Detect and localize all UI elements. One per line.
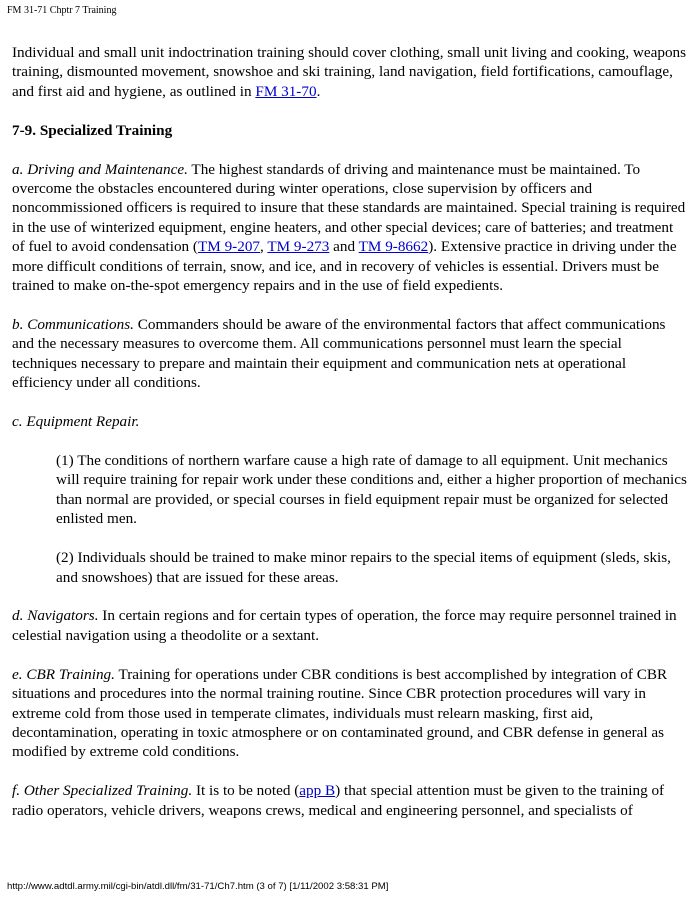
app-b-link[interactable]: app B [299, 782, 336, 800]
paragraph-a-text-2: ). Extensive practice in driving under the more difficult conditions of terrain, snow, and ice, and in recovery of vehicles is essential. Drivers must be trained to make on-the-spot emergency repairs and in the use of field expedients. [12, 238, 677, 295]
paragraph-b-label: b. Communications. [12, 315, 134, 333]
paragraph-c-2: (2) Individuals should be trained to make minor repairs to the special items of equipment (sleds, skis, and snowshoes) that are issued for these areas. [56, 549, 671, 586]
paragraph-e [12, 665, 688, 762]
paragraph-d [12, 606, 688, 645]
tm-9-207-link[interactable]: TM 9-207 [198, 238, 261, 256]
intro-end: . [316, 82, 321, 100]
paragraph-a [12, 160, 688, 296]
paragraph-b [12, 315, 688, 393]
section-heading: 7-9. Specialized Training [12, 121, 173, 139]
paragraph-a-text-1: The highest standards of driving and maintenance must be maintained. To overcome the obstacles encountered during winter operations, close supervision by officers and noncommissioned officers is required to insure that these standards are maintained. Special training is required in the use of winterized equipment, engine heaters, and other special devices; care of batteries; and treatment of fuel to avoid condensation ( [12, 160, 686, 256]
paragraph-f [12, 781, 688, 820]
document-body [12, 43, 688, 840]
paragraph-c-1: (1) The conditions of northern warfare cause a high rate of damage to all equipment. Unit mechanics will require training for repair work under these conditions and, either a higher proportion of mechanics than normal are provided, or special courses in field equipment repair must be organized for selected enlisted men. [56, 452, 687, 528]
paragraph-c [12, 412, 688, 431]
intro-text: Individual and small unit indoctrination training should cover clothing, small unit living and cooking, weapons training, dismounted movement, snowshoe and ski training, land navigation, field fortifications, camouflage, and first aid and hygiene, as outlined in [12, 44, 687, 100]
paragraph-a-label: a. Driving and Maintenance. [12, 160, 188, 178]
paragraph-a-sep-2: and [329, 238, 359, 256]
paragraph-e-label: e. CBR Training. [12, 665, 115, 683]
paragraph-d-label: d. Navigators. [12, 607, 99, 625]
fm-31-70-link[interactable]: FM 31-70 [255, 82, 317, 100]
tm-9-8662-link[interactable]: TM 9-8662 [358, 238, 429, 256]
tm-9-273-link[interactable]: TM 9-273 [267, 238, 330, 256]
intro-paragraph [12, 43, 688, 101]
paragraph-a-sep-1: , [260, 238, 268, 256]
page-header-title: FM 31-71 Chptr 7 Training [7, 5, 117, 16]
paragraph-f-text-2: ) that special attention must be given to the training of radio operators, vehicle drivers, weapons crews, medical and engineering personnel, and specialists of [12, 782, 665, 819]
paragraph-e-text: Training for operations under CBR conditions is best accomplished by integration of CBR situations and procedures into the normal training routine. Since CBR protection procedures will vary in extreme cold from those used in temperate climates, individuals must relearn masking, first aid, decontamination, operating in toxic atmosphere or on contaminated ground, and CBR defense in general as modified by extreme cold conditions. [12, 665, 668, 761]
page-footer-url: http://www.adtdl.army.mil/cgi-bin/atdl.dll/fm/31-71/Ch7.htm (3 of 7) [1/11/2002 3:58:31 PM] [7, 881, 389, 892]
paragraph-c-label: c. Equipment Repair. [12, 413, 140, 431]
paragraph-b-text: Commanders should be aware of the environmental factors that affect communications and the necessary measures to overcome them. All communications personnel must learn the special techniques necessary to prepare and maintain their equipment and communication nets at operational efficiency under all conditions. [12, 315, 666, 392]
paragraph-d-text: In certain regions and for certain types of operation, the force may require personnel trained in celestial navigation using a theodolite or a sextant. [12, 607, 677, 644]
paragraph-f-label: f. Other Specialized Training. [12, 782, 193, 800]
paragraph-f-text-1: It is to be noted ( [192, 782, 300, 800]
